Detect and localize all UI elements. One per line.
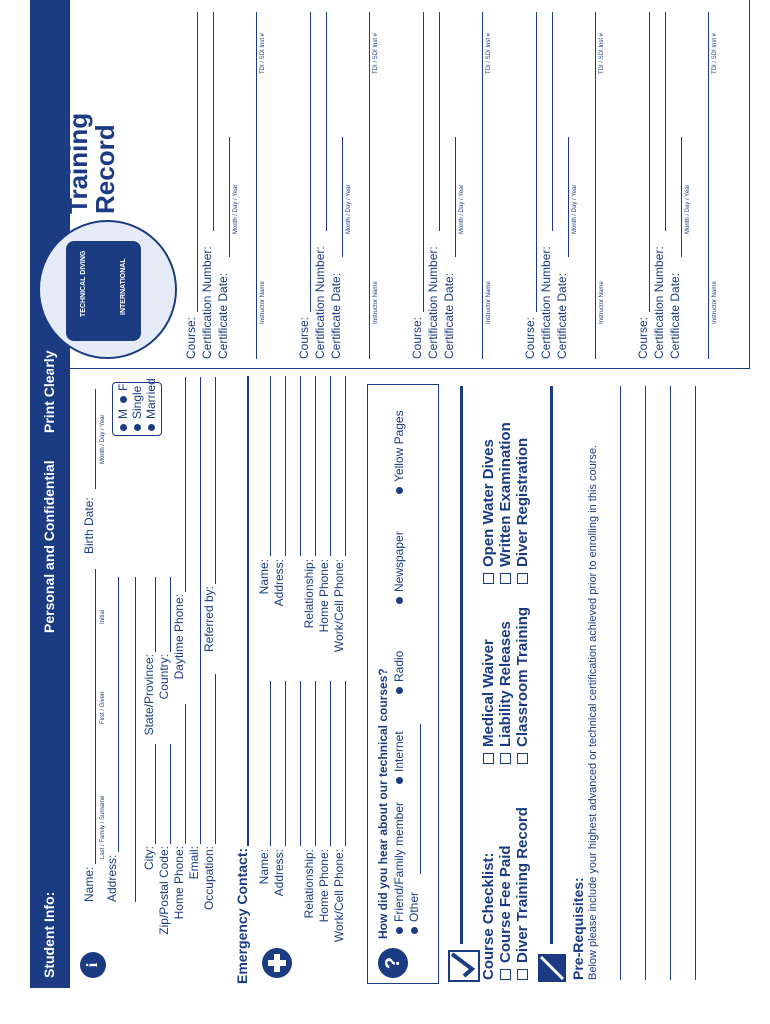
ec2-work-phone-label: Work/Cell Phone:: [332, 559, 346, 653]
survey-opt-yellow-pages[interactable]: Yellow Pages: [392, 410, 406, 494]
surname-hint: Last / Family / Surname: [100, 795, 106, 859]
cert-date-label: Certificate Date:: [555, 272, 569, 359]
checkbox[interactable]: [517, 573, 528, 584]
course-label: Course:: [184, 316, 198, 359]
instructor-name-hint: Instructor Name: [260, 281, 266, 324]
birth-date-label: Birth Date:: [82, 497, 96, 554]
prereq-line-3[interactable]: [670, 386, 671, 980]
cert-date-line[interactable]: [229, 137, 230, 257]
cert-date-label: Certificate Date:: [216, 272, 230, 359]
student-info-heading: Student Info:: [41, 891, 57, 978]
ec-home-phone-label: Home Phone:: [317, 849, 331, 923]
address-line[interactable]: [118, 577, 119, 852]
ec-name-line[interactable]: [270, 681, 271, 846]
instructor-line[interactable]: [482, 12, 483, 359]
ec-relationship-line[interactable]: [315, 681, 316, 846]
prereq-text: Below please include your highest advanced or technical certification achieved prior to enrolling in this course.: [587, 444, 599, 980]
checkbox[interactable]: [500, 969, 511, 980]
date-hint: Month / Day / Year: [459, 184, 465, 234]
prereq-line-4[interactable]: [695, 386, 696, 980]
ec2-work-phone-line[interactable]: [345, 376, 346, 556]
checkbox[interactable]: [517, 753, 528, 764]
survey-opt-internet[interactable]: Internet: [392, 731, 406, 784]
date-hint: Month / Day / Year: [685, 184, 691, 234]
survey-opt-radio[interactable]: Radio: [392, 651, 406, 694]
given-hint: First / Given: [100, 691, 106, 724]
checkbox[interactable]: [483, 753, 494, 764]
home-phone-line[interactable]: [185, 704, 186, 844]
ec-work-phone-line[interactable]: [345, 681, 346, 846]
instructor-line[interactable]: [708, 12, 709, 359]
occupation-label: Occupation:: [202, 846, 216, 911]
inst-number-hint: TDI / SDI Inst #: [260, 32, 266, 74]
sex-m-bullet[interactable]: [120, 424, 127, 431]
zip-label: Zip/Postal Code:: [157, 846, 171, 935]
course-label: Course:: [523, 316, 537, 359]
info-icon: i: [80, 952, 106, 978]
logo-bottom-text: INTERNATIONAL: [120, 258, 127, 315]
checklist-open-water[interactable]: Open Water Dives: [480, 439, 497, 584]
address-line-2[interactable]: [135, 577, 136, 902]
cert-date-line[interactable]: [568, 137, 569, 257]
checklist-written-exam[interactable]: Written Examination: [497, 422, 514, 584]
course-line[interactable]: [197, 12, 198, 312]
ec2-relationship-label: Relationship:: [302, 559, 316, 629]
course-line[interactable]: [310, 12, 311, 312]
cert-number-label: Certification Number:: [539, 246, 553, 359]
daytime-phone-label: Daytime Phone:: [172, 594, 186, 680]
emergency-rule: [247, 376, 249, 846]
survey-opt-newspaper[interactable]: Newspaper: [392, 531, 406, 604]
survey-other-line[interactable]: [420, 724, 421, 874]
course-line[interactable]: [649, 12, 650, 312]
inst-number-hint: TDI / SDI Inst #: [373, 32, 379, 74]
birth-date-hint: Month / Day / Year: [100, 414, 106, 464]
ec2-name-line[interactable]: [270, 376, 271, 556]
checklist-liability-releases[interactable]: Liability Releases: [497, 621, 514, 764]
checklist-rule: [460, 386, 463, 944]
single-bullet[interactable]: [134, 424, 141, 431]
medical-cross-icon: [262, 948, 292, 978]
sex-marital-box: [112, 378, 162, 436]
sex-m-label: M: [116, 409, 130, 419]
state-line[interactable]: [155, 577, 156, 652]
ec-home-phone-line[interactable]: [330, 681, 331, 846]
print-clearly-heading: Print Clearly: [41, 350, 57, 433]
cert-date-label: Certificate Date:: [442, 272, 456, 359]
instructor-name-hint: Instructor Name: [486, 281, 492, 324]
birth-date-line[interactable]: [95, 389, 96, 489]
date-hint: Month / Day / Year: [572, 184, 578, 234]
zip-line[interactable]: [170, 744, 171, 844]
home-phone-label: Home Phone:: [172, 846, 186, 920]
ec2-home-phone-label: Home Phone:: [317, 559, 331, 633]
survey-question: How did you hear about our technical courses?: [376, 668, 390, 939]
occupation-line[interactable]: [215, 674, 216, 844]
city-label: City:: [142, 846, 156, 870]
emergency-heading: Emergency Contact:: [234, 847, 250, 984]
survey-opt-friend[interactable]: Friend/Family member: [392, 802, 406, 934]
course-line[interactable]: [423, 12, 424, 312]
cert-date-label: Certificate Date:: [329, 272, 343, 359]
ec2-address-label: Address:: [272, 559, 286, 607]
ec-name-label: Name:: [257, 849, 271, 885]
inst-number-hint: TDI / SDI Inst #: [486, 32, 492, 74]
name-label: Name:: [82, 866, 96, 902]
checkbox[interactable]: [500, 573, 511, 584]
checkbox[interactable]: [517, 969, 528, 980]
bullet-icon: [396, 927, 403, 934]
prereq-line-1[interactable]: [620, 386, 621, 980]
initial-hint: Initial: [100, 609, 106, 624]
cert-number-line[interactable]: [439, 12, 440, 231]
inst-number-hint: TDI / SDI Inst #: [712, 32, 718, 74]
checklist-classroom-training[interactable]: Classroom Training: [514, 607, 531, 764]
country-line[interactable]: [170, 577, 171, 652]
course-line[interactable]: [536, 12, 537, 312]
prereq-rule: [550, 386, 553, 944]
cert-date-line[interactable]: [342, 137, 343, 257]
cert-number-line[interactable]: [326, 12, 327, 231]
course-label: Course:: [636, 316, 650, 359]
cert-date-line[interactable]: [455, 137, 456, 257]
bullet-icon: [411, 927, 418, 934]
ec2-address-line-2[interactable]: [300, 376, 301, 556]
instructor-name-hint: Instructor Name: [373, 281, 379, 324]
email-line[interactable]: [200, 377, 201, 844]
prereq-line-2[interactable]: [645, 386, 646, 980]
cert-number-line[interactable]: [552, 12, 553, 231]
married-bullet[interactable]: [148, 424, 155, 431]
logo-top-text: TECHNICAL DIVING: [80, 250, 87, 317]
tdi-logo: [38, 220, 177, 359]
bullet-icon: [396, 597, 403, 604]
date-hint: Month / Day / Year: [233, 184, 239, 234]
referred-label: Referred by:: [202, 586, 216, 653]
date-hint: Month / Day / Year: [346, 184, 352, 234]
instructor-line[interactable]: [595, 12, 596, 359]
bullet-icon: [396, 777, 403, 784]
daytime-phone-line[interactable]: [185, 377, 186, 592]
cert-number-line[interactable]: [213, 12, 214, 231]
prereq-title: Pre-Requisites:: [570, 877, 586, 980]
course-label: Course:: [410, 316, 424, 359]
city-line[interactable]: [155, 744, 156, 844]
instructor-line[interactable]: [369, 12, 370, 359]
checklist-fee-paid[interactable]: Course Fee Paid: [497, 845, 514, 980]
checklist-diver-registration[interactable]: Diver Registration: [514, 438, 531, 584]
cert-number-label: Certification Number:: [652, 246, 666, 359]
country-label: Country:: [157, 654, 171, 700]
bullet-icon: [396, 687, 403, 694]
ec-address-line-2[interactable]: [300, 681, 301, 846]
cert-number-label: Certification Number:: [200, 246, 214, 359]
instructor-line[interactable]: [256, 12, 257, 359]
ec-address-label: Address:: [272, 849, 286, 897]
married-label: Married: [144, 378, 158, 419]
record-title: Diver Training Record: [36, 112, 120, 214]
question-icon: ?: [378, 948, 408, 978]
state-label: State/Province:: [142, 654, 156, 736]
single-label: Single: [130, 385, 144, 419]
cert-number-label: Certification Number:: [313, 246, 327, 359]
ec-address-line[interactable]: [285, 681, 286, 846]
sex-f-bullet[interactable]: [120, 396, 127, 403]
cert-date-line[interactable]: [681, 137, 682, 257]
cert-number-label: Certification Number:: [426, 246, 440, 359]
ec2-relationship-line[interactable]: [315, 376, 316, 556]
course-label: Course:: [297, 316, 311, 359]
confidential-heading: Personal and Confidential: [41, 460, 57, 633]
pencil-icon: [538, 954, 566, 982]
checkbox[interactable]: [500, 753, 511, 764]
address-label: Address:: [105, 854, 119, 902]
cert-number-line[interactable]: [665, 12, 666, 231]
inst-number-hint: TDI / SDI Inst #: [599, 32, 605, 74]
bullet-icon: [396, 487, 403, 494]
checklist-medical-waiver[interactable]: Medical Waiver: [480, 639, 497, 764]
ec2-name-label: Name:: [257, 559, 271, 595]
ec-relationship-label: Relationship:: [302, 849, 316, 919]
checkbox[interactable]: [483, 573, 494, 584]
referred-line[interactable]: [215, 377, 216, 584]
ec-work-phone-label: Work/Cell Phone:: [332, 849, 346, 943]
checklist-training-record[interactable]: Diver Training Record: [514, 807, 531, 980]
email-label: Email:: [187, 846, 201, 880]
sex-f-label: F: [116, 383, 130, 391]
cert-date-label: Certificate Date:: [668, 272, 682, 359]
name-line[interactable]: [95, 569, 96, 864]
instructor-name-hint: Instructor Name: [712, 281, 718, 324]
ec2-address-line[interactable]: [285, 376, 286, 556]
checkmark-icon: [448, 950, 480, 982]
instructor-name-hint: Instructor Name: [599, 281, 605, 324]
ec2-home-phone-line[interactable]: [330, 376, 331, 556]
checklist-title: Course Checklist:: [480, 852, 497, 980]
survey-opt-other[interactable]: Other: [407, 892, 421, 934]
